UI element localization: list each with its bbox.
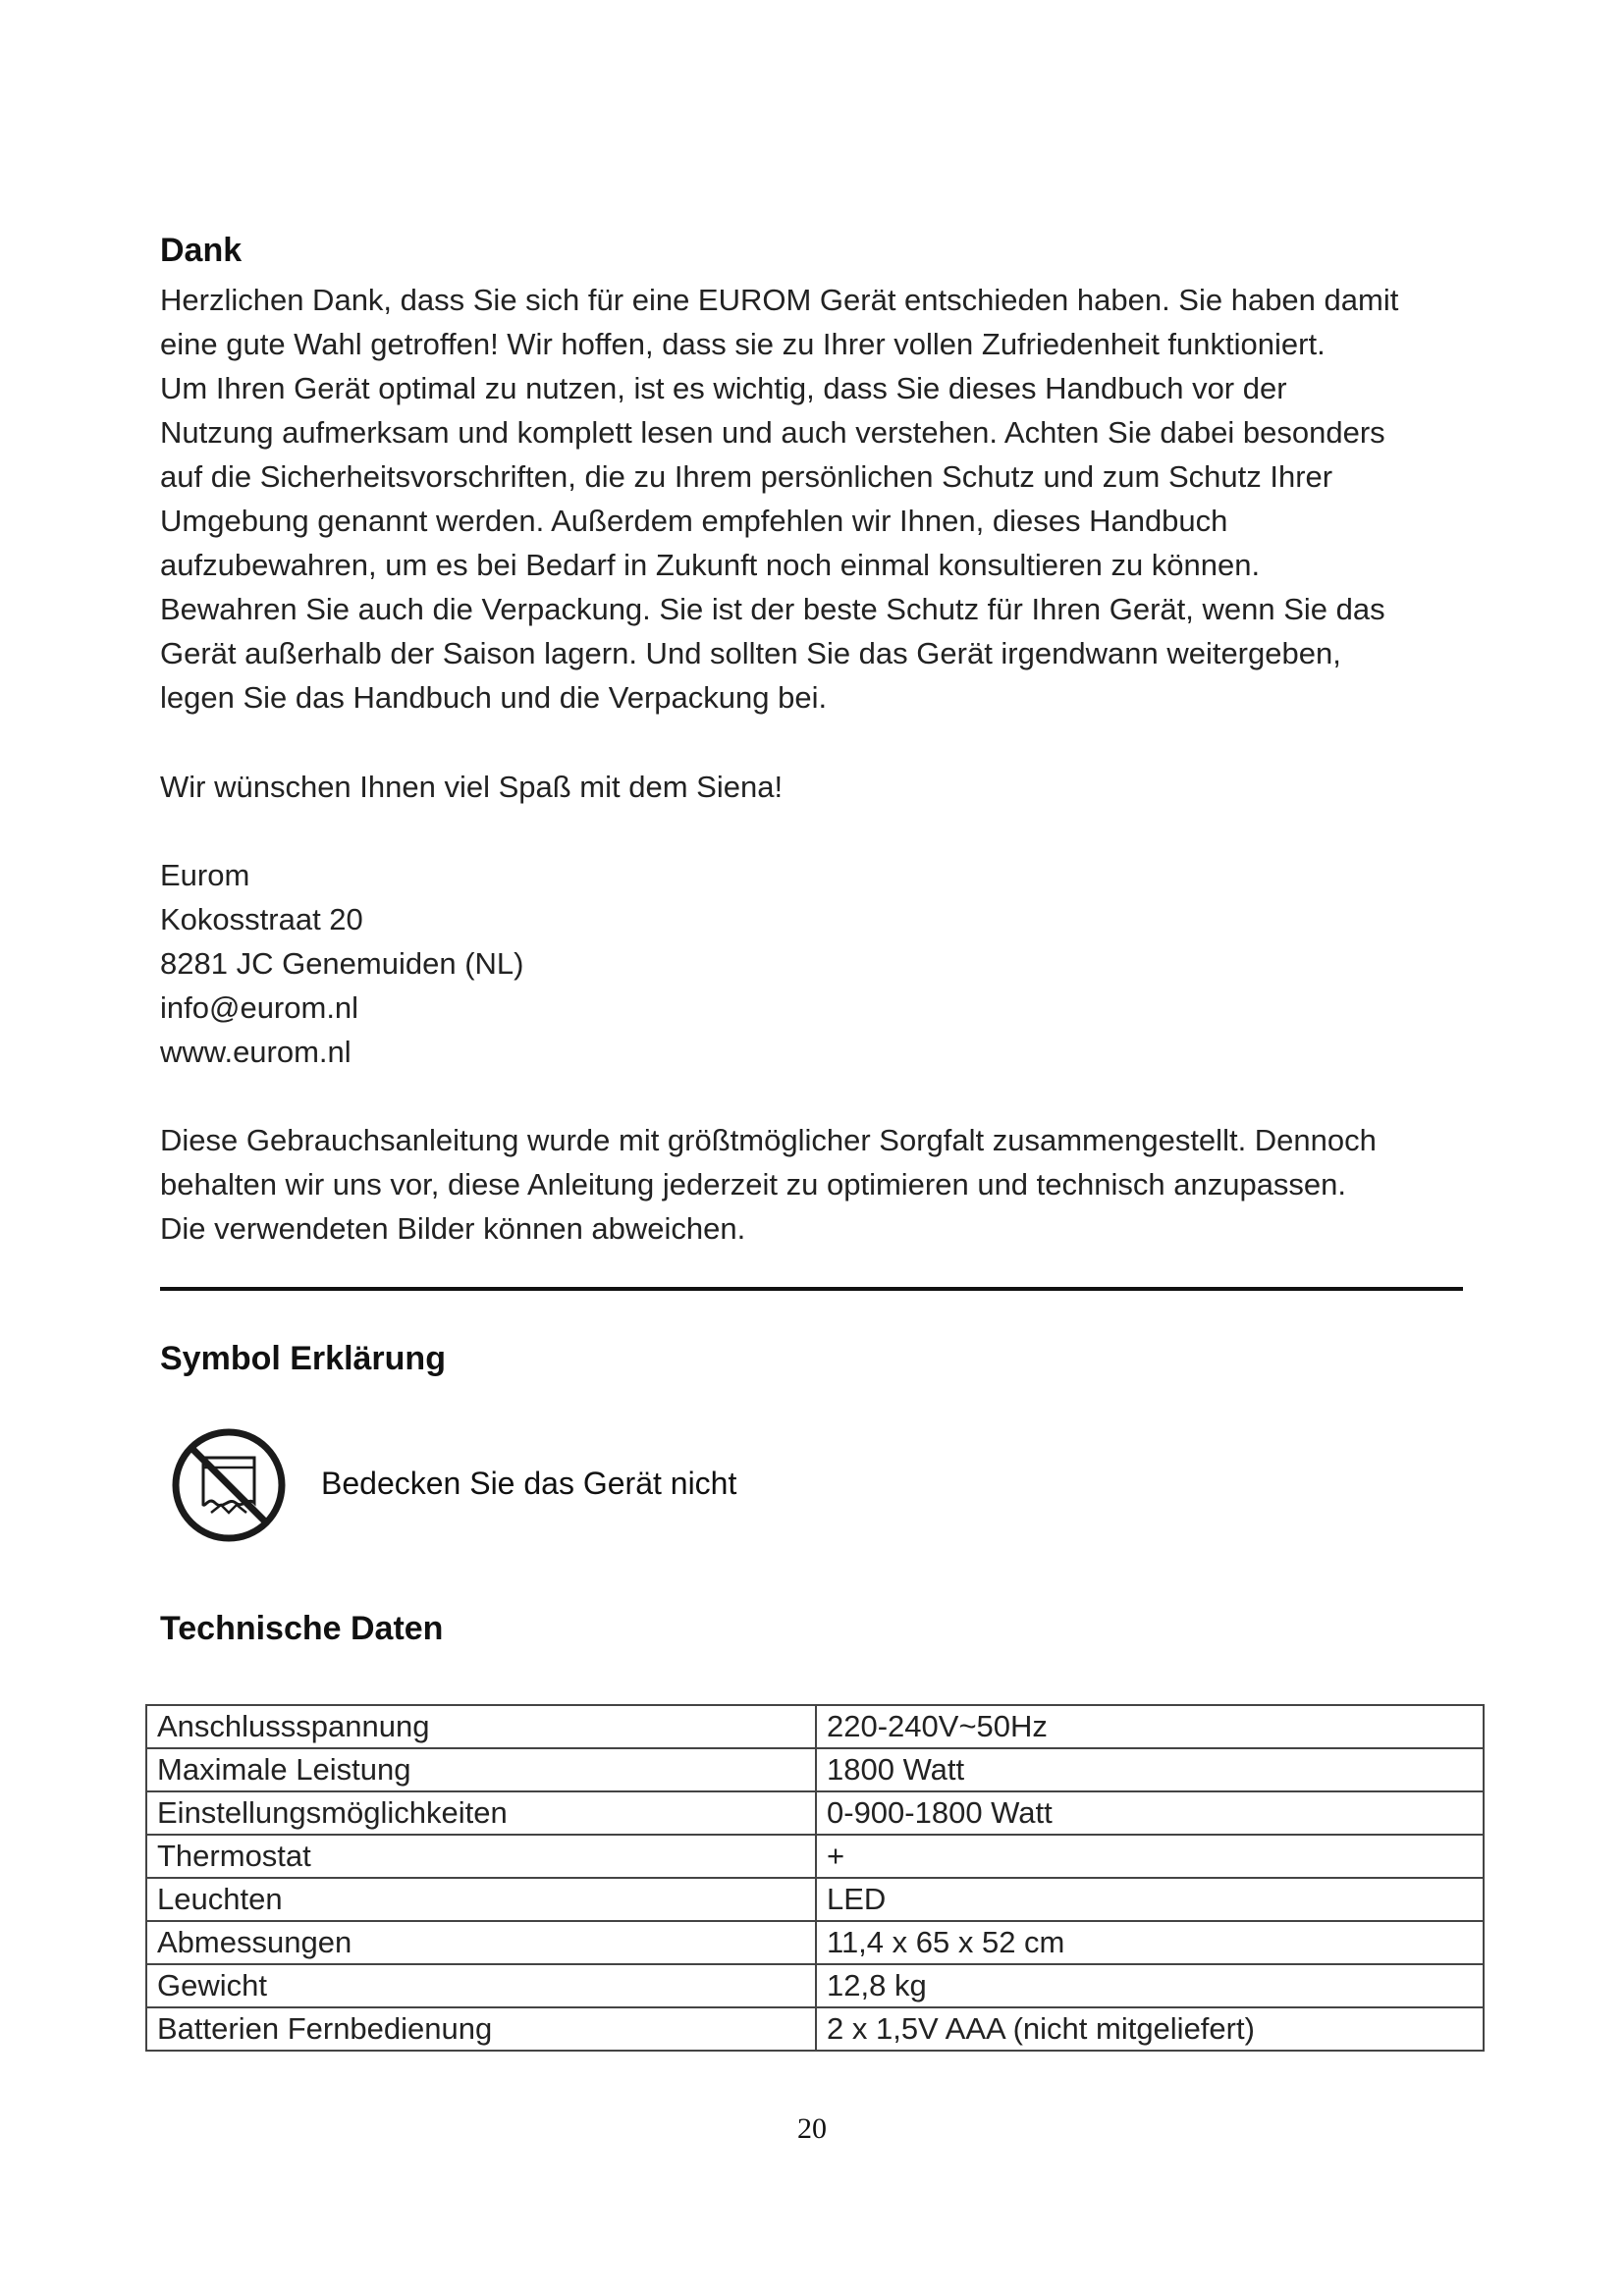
spec-key: Maximale Leistung [146,1748,816,1791]
spec-key: Abmessungen [146,1921,816,1964]
spec-value: 11,4 x 65 x 52 cm [816,1921,1484,1964]
table-row [146,1705,1484,1748]
thanks-heading: Dank [160,232,243,269]
specs-table [145,1704,1485,2052]
thanks-line: Umgebung genannt werden. Außerdem empfehlen wir Ihnen, dieses Handbuch [160,504,1228,538]
spec-key: Anschlussspannung [146,1705,816,1748]
table-row [146,1921,1484,1964]
spec-value: 0-900-1800 Watt [816,1791,1484,1835]
disclaimer-line: Diese Gebrauchsanleitung wurde mit größtmöglicher Sorgfalt zusammengestellt. Dennoch [160,1123,1377,1157]
disclaimer-line: behalten wir uns vor, diese Anleitung jederzeit zu optimieren und technisch anzupassen. [160,1167,1347,1201]
address-website: www.eurom.nl [160,1035,352,1069]
address-street: Kokosstraat 20 [160,902,363,936]
disclaimer-line: Die verwendeten Bilder können abweichen. [160,1211,746,1246]
spec-value: + [816,1835,1484,1878]
spec-key: Batterien Fernbedienung [146,2007,816,2051]
address-company: Eurom [160,858,250,892]
spec-value: 220-240V~50Hz [816,1705,1484,1748]
table-row [146,1835,1484,1878]
table-row [146,1878,1484,1921]
thanks-line: Herzlichen Dank, dass Sie sich für eine EUROM Gerät entschieden haben. Sie haben damit [160,283,1399,317]
thanks-line: Um Ihren Gerät optimal zu nutzen, ist es wichtig, dass Sie dieses Handbuch vor der [160,371,1287,405]
symbol-item [170,1426,955,1554]
address-city: 8281 JC Genemuiden (NL) [160,946,524,981]
thanks-line: Gerät außerhalb der Saison lagern. Und sollten Sie das Gerät irgendwann weitergeben, [160,636,1341,670]
thanks-line: eine gute Wahl getroffen! Wir hoffen, dass sie zu Ihrer vollen Zufriedenheit funktioniert. [160,327,1326,361]
symbol-label: Bedecken Sie das Gerät nicht [321,1466,737,1501]
thanks-line: Bewahren Sie auch die Verpackung. Sie ist der beste Schutz für Ihren Gerät, wenn Sie das [160,592,1385,626]
thanks-line: legen Sie das Handbuch und die Verpackung bei. [160,680,828,715]
table-row [146,1964,1484,2007]
table-row [146,1748,1484,1791]
wish-text [160,765,1486,809]
thanks-line: Nutzung aufmerksam und komplett lesen und auch verstehen. Achten Sie dabei besonders [160,415,1385,450]
wish-line: Wir wünschen Ihnen viel Spaß mit dem Siena! [160,770,784,804]
specs-heading: Technische Daten [160,1610,444,1647]
company-address [160,853,1486,1074]
spec-value: 1800 Watt [816,1748,1484,1791]
symbols-heading: Symbol Erklärung [160,1340,446,1377]
spec-value: 2 x 1,5V AAA (nicht mitgeliefert) [816,2007,1484,2051]
spec-value: 12,8 kg [816,1964,1484,2007]
spec-key: Thermostat [146,1835,816,1878]
spec-value: LED [816,1878,1484,1921]
section-divider [160,1287,1463,1291]
spec-key: Gewicht [146,1964,816,2007]
address-email: info@eurom.nl [160,990,359,1025]
thanks-paragraph [160,278,1486,720]
page-number: 20 [797,2112,827,2145]
spec-key: Einstellungsmöglichkeiten [146,1791,816,1835]
disclaimer [160,1118,1486,1251]
table-row [146,2007,1484,2051]
table-row [146,1791,1484,1835]
spec-key: Leuchten [146,1878,816,1921]
thanks-line: auf die Sicherheitsvorschriften, die zu Ihrem persönlichen Schutz und zum Schutz Ihrer [160,459,1333,494]
thanks-line: aufzubewahren, um es bei Bedarf in Zukunft noch einmal konsultieren zu können. [160,548,1261,582]
do-not-cover-icon [170,1426,288,1544]
